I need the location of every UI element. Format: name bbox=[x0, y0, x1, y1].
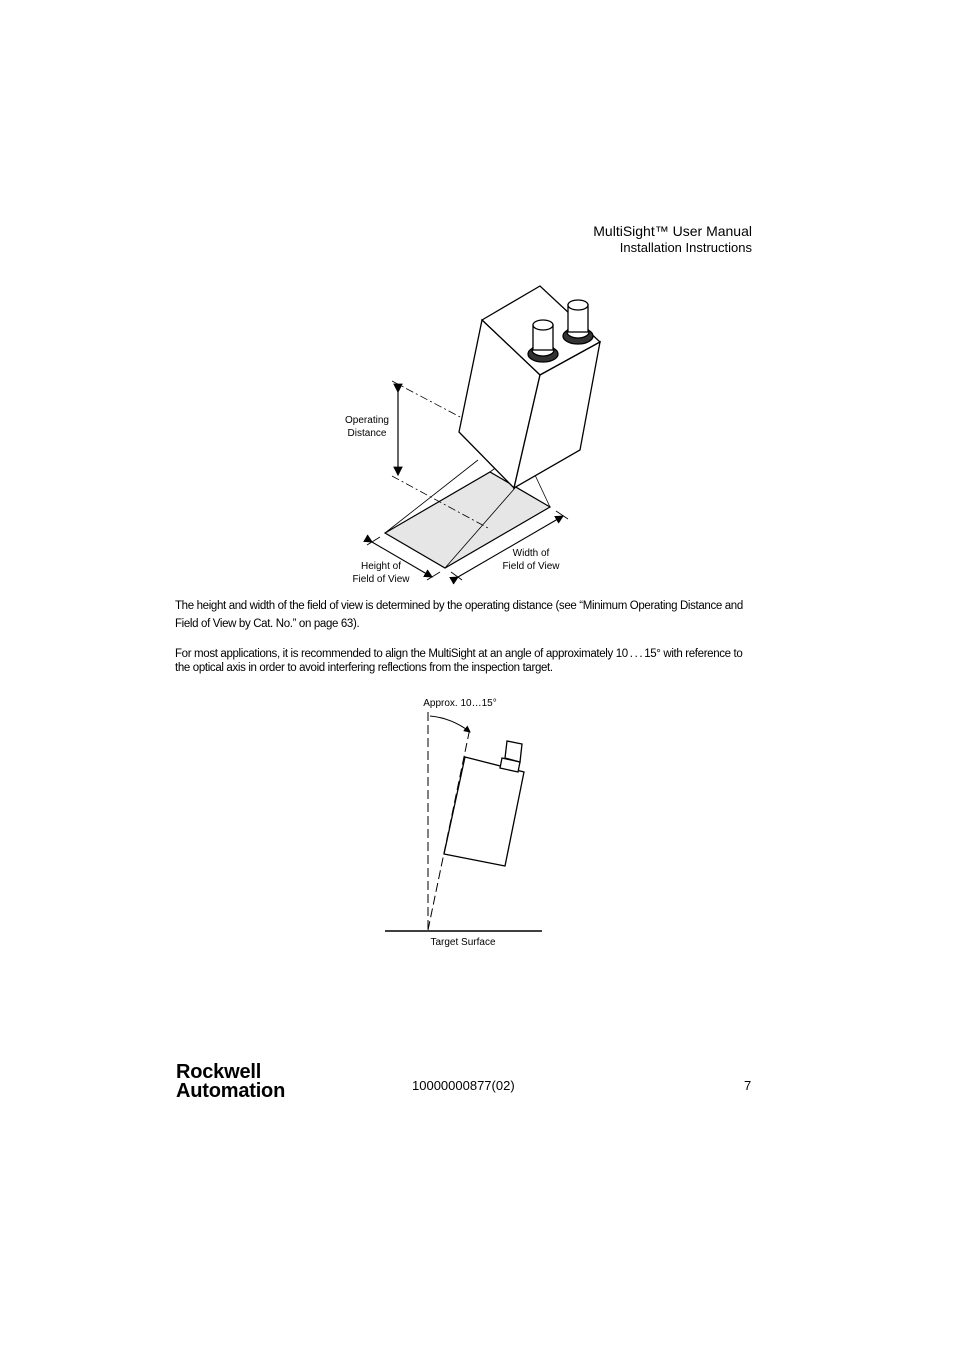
page-number: 7 bbox=[744, 1078, 752, 1093]
document-number: 10000000877(02) bbox=[412, 1078, 515, 1093]
angle-label: Approx. 10…15° bbox=[423, 698, 497, 709]
logo-line-2: Automation bbox=[176, 1080, 286, 1102]
manual-title: MultiSight™ User Manual bbox=[593, 223, 752, 239]
paragraph-alignment: For most applications, it is recommended to align the MultiSight at an angle of approximately 10 . . . 15° with reference to the optical axis in order to avoid interfering reflections from the inspection target. bbox=[175, 648, 743, 674]
operating-distance-label-2: Distance bbox=[347, 428, 387, 439]
target-surface-label: Target Surface bbox=[430, 937, 496, 948]
width-label-2: Field of View bbox=[502, 561, 560, 572]
paragraph-field-of-view: The height and width of the field of view is determined by the operating distance (see “Minimum Operating Distance and Field of View by Cat. No.” on page 63). bbox=[175, 600, 743, 630]
width-label: Width of bbox=[512, 548, 550, 559]
manual-subtitle: Installation Instructions bbox=[619, 240, 752, 255]
height-label-2: Field of View bbox=[352, 574, 410, 585]
height-label: Height of bbox=[360, 561, 402, 572]
rockwell-automation-logo bbox=[176, 1063, 285, 1101]
angle-arc bbox=[430, 716, 470, 732]
operating-distance-label: Operating bbox=[345, 415, 389, 426]
camera-body-tilted bbox=[444, 741, 524, 866]
logo-line-1: Rockwell bbox=[176, 1061, 262, 1083]
